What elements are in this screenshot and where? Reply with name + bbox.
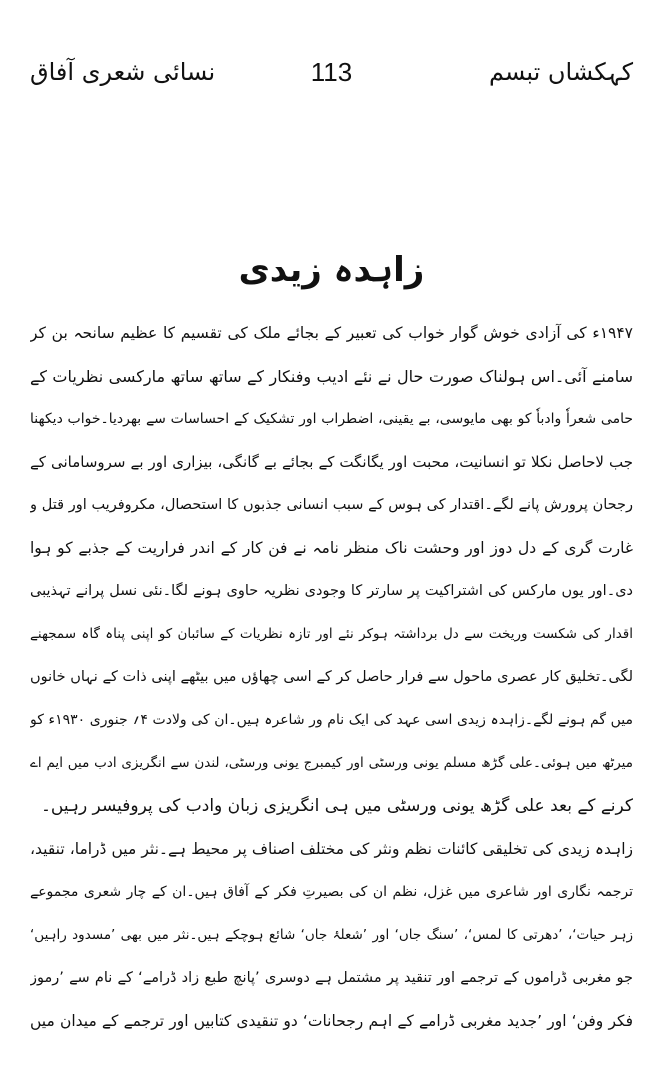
body-line: غارت گری کے دل دوز اور وحشت ناک منظر نامہ نے فن کار کے اندر فراریت کے جذبے کو ہوا	[30, 539, 633, 557]
page-header	[30, 50, 633, 94]
body-line: اقدار کی شکست وریخت سے دل برداشتہ ہوکر نئے اور تازہ نظریات کے سائبان کو اپنی پناہ گاہ سمجھنے	[30, 626, 633, 642]
running-head-section: نسائی شعری آفاق	[30, 58, 216, 86]
body-line: جو مغربی ڈراموں کے ترجمے اور تنقید پر مشتمل ہے دوسری ’پانچ طبع زاد ڈرامے‘ کے نام سے ’رموز	[30, 970, 633, 986]
running-head-book: کہکشاں تبسم	[488, 58, 633, 86]
body-line: میں گم ہونے لگے۔زاہدہ زیدی اسی عہد کی ایک نام ور شاعرہ ہیں۔ان کی ولادت ۴؍ جنوری ۱۹۳۰ء کو	[30, 712, 633, 728]
body-line: فکر وفن‘ اور ’جدید مغربی ڈرامے کے اہم رجحانات‘ دو تنقیدی کتابیں اور ترجمے کے میدان میں	[30, 1012, 633, 1030]
body-line: ترجمہ نگاری اور شاعری میں غزل، نظم ان کی بصیرتِ فکر کے آفاق ہیں۔ان کے چار شعری مجموعے	[30, 884, 633, 900]
body-line: دی۔اور یوں مارکس کی اشتراکیت پر سارتر کا وجودی نظریہ حاوی ہونے لگا۔نئی نسل پرانے تہذیبی	[30, 583, 633, 599]
body-line: لگی۔تخلیق کار عصری ماحول سے فرار حاصل کر کے اسی چھاؤں میں بیٹھے اپنی ذات کے نہاں خانوں	[30, 669, 633, 685]
body-line: سامنے آئی۔اس ہولناک صورت حال نے نئے ادیب وفنکار کے ساتھ ساتھ مارکسی نظریات کے	[30, 367, 633, 386]
body-line: زاہدہ زیدی کی تخلیقی کائنات نظم ونثر کی مختلف اصناف پر محیط ہے۔نثر میں ڈراما، تنقید،	[30, 840, 633, 858]
body-line: حامی شعراٗ وادباٗ کو بھی مایوسی، بے یقینی، اضطراب اور تشکیک کے احساسات سے بھردیا۔خواب دیکھنا	[30, 411, 633, 427]
page-number: 113	[310, 57, 353, 87]
article-body	[30, 312, 633, 1043]
body-line: ۱۹۴۷ء کی آزادی خوش گوار خواب کی تعبیر کے بجائے ملک کی تقسیم کا عظیم سانحہ بن کر	[30, 324, 633, 342]
body-line: میرٹھ میں ہوئی۔علی گڑھ مسلم یونی ورسٹی اور کیمبرج یونی ورسٹی، لندن سے انگریزی ادب میں ایم اے	[30, 755, 633, 771]
article-title: زاہدہ زیدی	[238, 250, 425, 290]
body-line: رجحان پرورش پانے لگے۔اقتدار کی ہوس کے سبب انسانی جذبوں کا استحصال، مکروفریب اور قتل و	[30, 497, 633, 513]
body-line: زہر حیات‘، ’دھرتی کا لمس‘، ’سنگ جاں‘ اور ’شعلۂ جاں‘ شائع ہوچکے ہیں۔نثر میں بھی ’مسدود راہیں‘	[30, 927, 633, 943]
body-line: کرنے کے بعد علی گڑھ یونی ورسٹی میں ہی انگریزی زبان وادب کی پروفیسر رہیں۔	[40, 796, 633, 816]
body-line: جب لاحاصل نکلا تو انسانیت، محبت اور یگانگت کے بجائے بے گانگی، بیزاری اور بے سروسامانی کے	[30, 453, 633, 471]
